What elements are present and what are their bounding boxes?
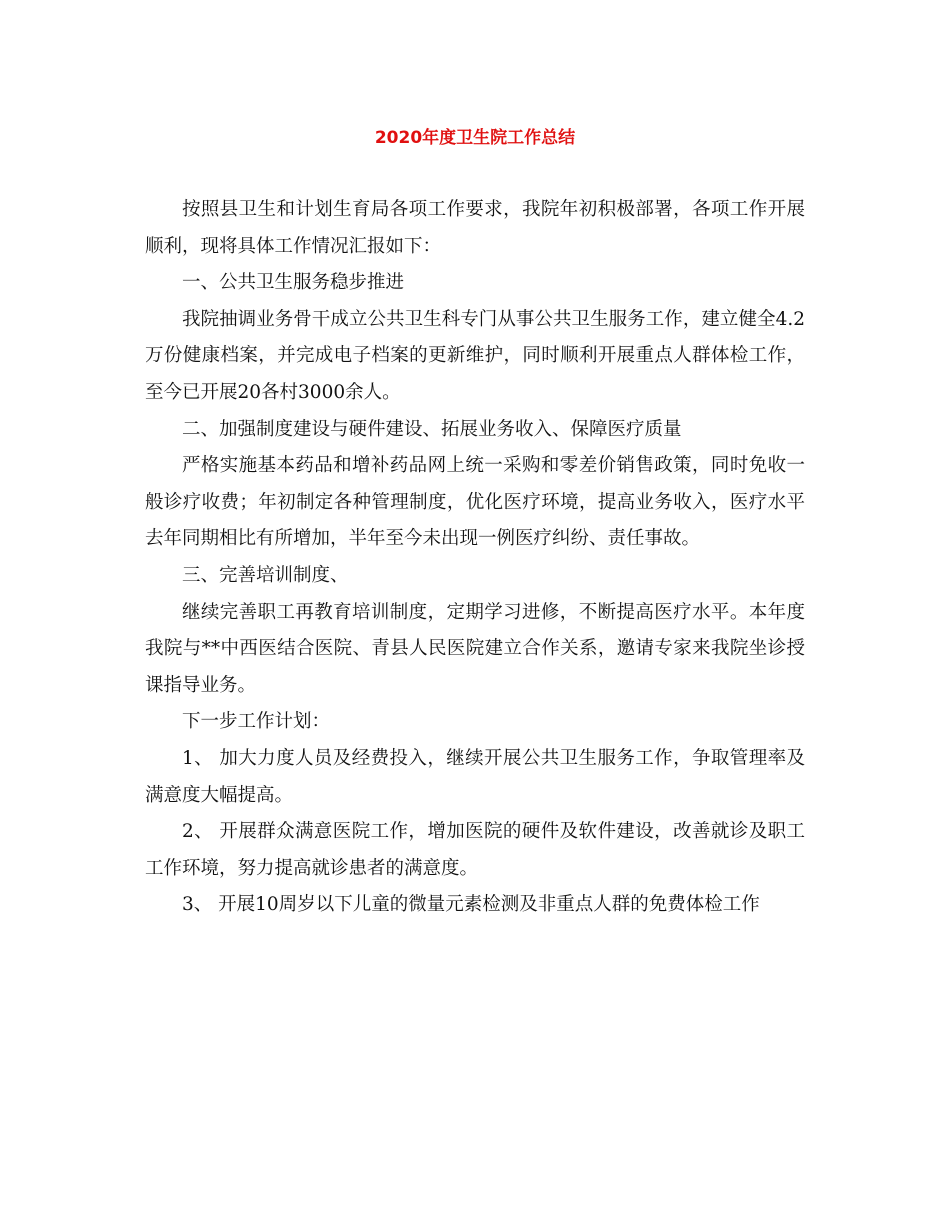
plan-item-3: 3、 开展10周岁以下儿童的微量元素检测及非重点人群的免费体检工作	[182, 894, 760, 916]
paragraph-section-3: 继续完善职工再教育培训制度，定期学习进修，不断提高医疗水平。本年度我院与**中西医结合医院、青县人民医院建立合作关系，邀请专家来我院坐诊授课指导业务。	[145, 601, 805, 696]
document-body	[145, 192, 805, 924]
plan-item-1: 1、 加大力度人员及经费投入，继续开展公共卫生服务工作，争取管理率及满意度大幅提高。	[145, 747, 805, 806]
heading-section-2: 二、加强制度建设与硬件建设、拓展业务收入、保障医疗质量	[182, 418, 682, 440]
heading-section-3: 三、完善培训制度、	[182, 564, 349, 586]
plan-item-2: 2、 开展群众满意医院工作，增加医院的硬件及软件建设，改善就诊及职工工作环境，努力提高就诊患者的满意度。	[145, 821, 805, 879]
paragraph-section-1: 我院抽调业务骨干成立公共卫生科专门从事公共卫生服务工作，建立健全4.2万份健康档案，并完成电子档案的更新维护，同时顺利开展重点人群体检工作，至今已开展20各村3000余人。	[145, 308, 805, 403]
paragraph-intro: 按照县卫生和计划生育局各项工作要求，我院年初积极部署，各项工作开展顺利，现将具体工作情况汇报如下：	[145, 199, 805, 257]
paragraph-section-2: 严格实施基本药品和增补药品网上统一采购和零差价销售政策，同时免收一般诊疗收费；年初制定各种管理制度，优化医疗环境，提高业务收入，医疗水平去年同期相比有所增加，半年至今未出现一例医疗纠纷、责任事故。	[145, 455, 805, 550]
document-title: 2020年度卫生院工作总结	[374, 128, 576, 148]
heading-next-plan: 下一步工作计划：	[182, 711, 331, 733]
heading-section-1: 一、公共卫生服务稳步推进	[182, 272, 405, 294]
